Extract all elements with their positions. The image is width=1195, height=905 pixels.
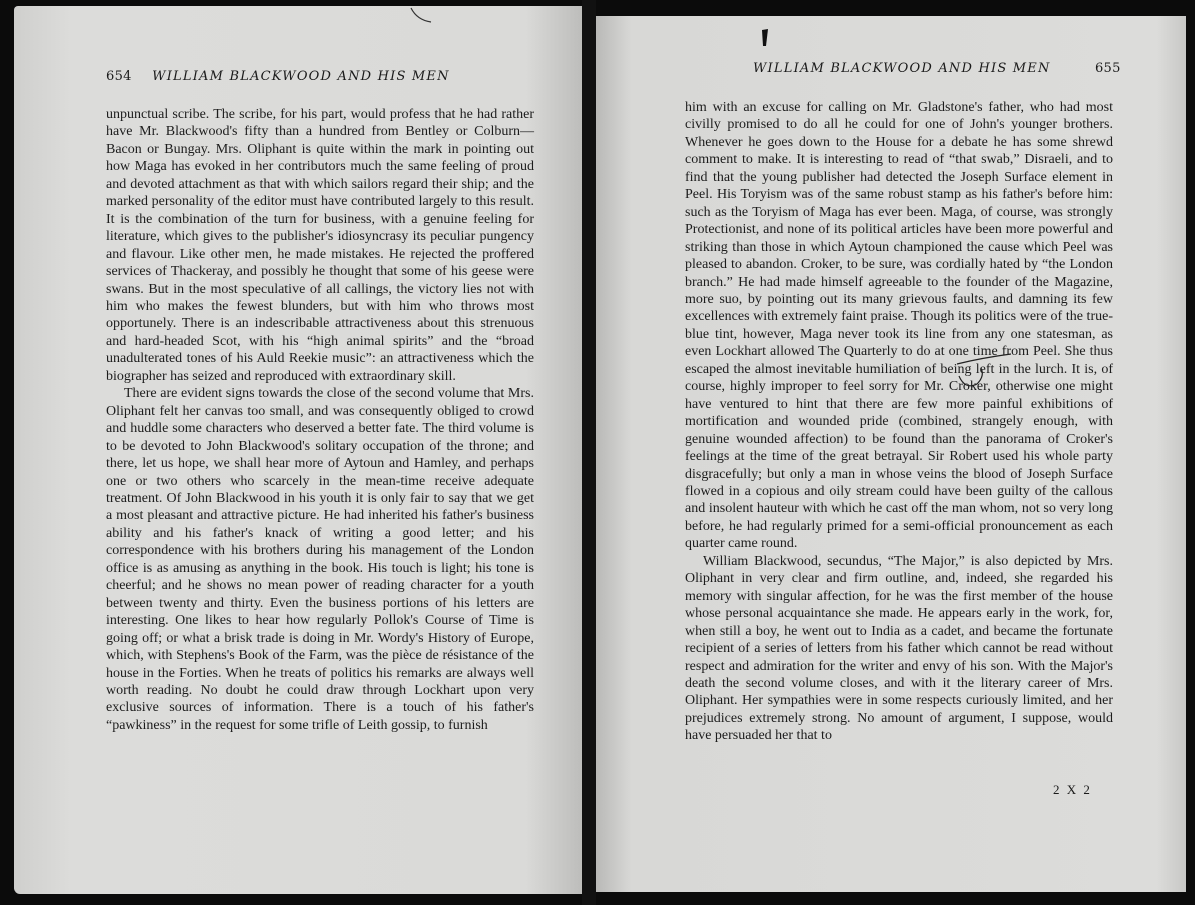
right-body-text bbox=[685, 99, 1113, 745]
running-head-title: WILLIAM BLACKWOOD AND HIS MEN bbox=[753, 61, 1051, 76]
paragraph: There are evident signs towards the close of the second volume that Mrs. Oliphant felt her canvas too small, and was consequently obliged to crowd and huddle some characters who deserved a better fate. The third volume is to be devoted to John Blackwood's solitary occupation of the throne; and there, let us hope, we shall hear more of Aytoun and Hamley, and perhaps one or two others who scarcely in the mean-time receive adequate treatment. Of John Blackwood in his youth it is only fair to say that we get a most pleasant and attractive picture. He had inherited his father's business ability and his father's knack of writing a good letter; and his correspondence with his brothers during his management of the London office is as amusing as anything in the book. His touch is light; his tone is cheerful; and he shows no mean power of reading character for a youth between twenty and thirty. Even the business portions of his letters are interesting. One likes to hear how regularly Pollok's Course of Time is going off; or what a brisk trade is doing in Mr. Wordy's History of Europe, which, with Stephens's Book of the Farm, was the pièce de résistance of the house in the Forties. When he treats of politics his remarks are always well worth reading. No doubt he could draw through Lockhart upon very exclusive sources of information. There is a touch of his father's “pawkiness” in the request for some trifle of Leith gossip, to furnish bbox=[106, 386, 534, 733]
pencil-annotation bbox=[951, 346, 1031, 396]
left-running-head bbox=[106, 69, 450, 84]
paragraph: him with an excuse for calling on Mr. Gladstone's father, who had most civilly promised to do all he could for one of John's younger brothers. Whenever he goes down to the House for a debate he has some shrewd comment to make. It is interesting to read of “that swab,” Disraeli, and to find that the young publisher had detected the Joseph Surface element in Peel. His Toryism was of the same robust stamp as his father's before him: such as the Toryism of Maga has ever been. Maga, of course, was strongly Protectionist, and none of its political articles have been more powerful and striking than those in which Aytoun championed the cause which Peel was pleased to abandon. Croker, to be sure, was cordially hated by “the London branch.” He had made himself agreeable to the founder of the Magazine, more suo, by pointing out its many grievous faults, and damning its few excellences with extremely faint praise. Though its politics were of the true-blue tint, however, Maga never took its line from any one statesman, as even Lockhart allowed The Quarterly to do at one time from Peel. She thus escaped the almost inevitable humiliation of being left in the lurch. It is, of course, highly improper to feel sorry for Mr. Croker, otherwise one might have ventured to hint that there are few more painful exhibitions of mortification and wounded pride (combined, strangely enough, with genuine wounded affection) to be found than the panorama of Croker's feelings at the time of the great betrayal. Sir Robert used his whole party disgracefully; but only a man in whose veins the blood of Joseph Surface flowed in a copious and oily stream could have been guilty of the callous and insolent hauteur with which he cast off the man whom, not so very long before, he had regularly primed for a semi-official pronouncement as each quarter came round. bbox=[685, 100, 1113, 552]
page-corner-mark bbox=[409, 6, 449, 26]
page-number: 654 bbox=[106, 69, 132, 84]
page-number: 655 bbox=[1094, 61, 1121, 76]
left-body-text bbox=[106, 106, 534, 734]
right-page bbox=[596, 16, 1186, 892]
running-head-title: WILLIAM BLACKWOOD AND HIS MEN bbox=[152, 69, 450, 84]
ink-mark bbox=[756, 26, 776, 50]
signature-mark: 2 X 2 bbox=[1053, 782, 1092, 797]
right-running-head bbox=[753, 61, 1121, 76]
book-gutter bbox=[582, 0, 596, 905]
paragraph: William Blackwood, secundus, “The Major,” is also depicted by Mrs. Oliphant in very clear and firm outline, and, indeed, she regarded his memory with singular affection, for he was the first member of the house whose personal acquaintance she made. He appears early in the work, for, when still a boy, he went out to India as a cadet, and became the fortunate recipient of a series of letters from his father which cannot be read without respect and admiration for the writer and envy of his son. With the Major's death the second volume closes, and with it the literary career of Mrs. Oliphant. Her sympathies were in some respects curiously limited, and her prejudices extremely strong. No amount of argument, I suppose, would have persuaded her that to bbox=[685, 553, 1113, 744]
left-page bbox=[14, 6, 582, 894]
paragraph: unpunctual scribe. The scribe, for his part, would profess that he had rather have Mr. Blackwood's fifty than a hundred from Bentley or Colburn—Bacon or Bungay. Mrs. Oliphant is quite within the mark in pointing out how Maga has evoked in her contributors much the same feeling of proud and devoted attachment as that with which sailors regard their ship; and the marked personality of the editor must have contributed largely to this result. It is the combination of the turn for business, with a genuine feeling for literature, which gives to the publisher's idiosyncrasy its peculiar pungency and flavour. Like other men, he made mistakes. He rejected the proffered services of Thackeray, and possibly he thought that some of his geese were swans. But in the most speculative of all callings, the victory lies not with him who makes the fewest blunders, but with him who throws most opportunely. There is an indescribable attractiveness about this strenuous and hard-headed Scot, with his “high animal spirits” and the “broad unadulterated tones of his Auld Reekie music”: an attractiveness which the biographer has seized and reproduced with extraordinary skill. bbox=[106, 107, 534, 384]
